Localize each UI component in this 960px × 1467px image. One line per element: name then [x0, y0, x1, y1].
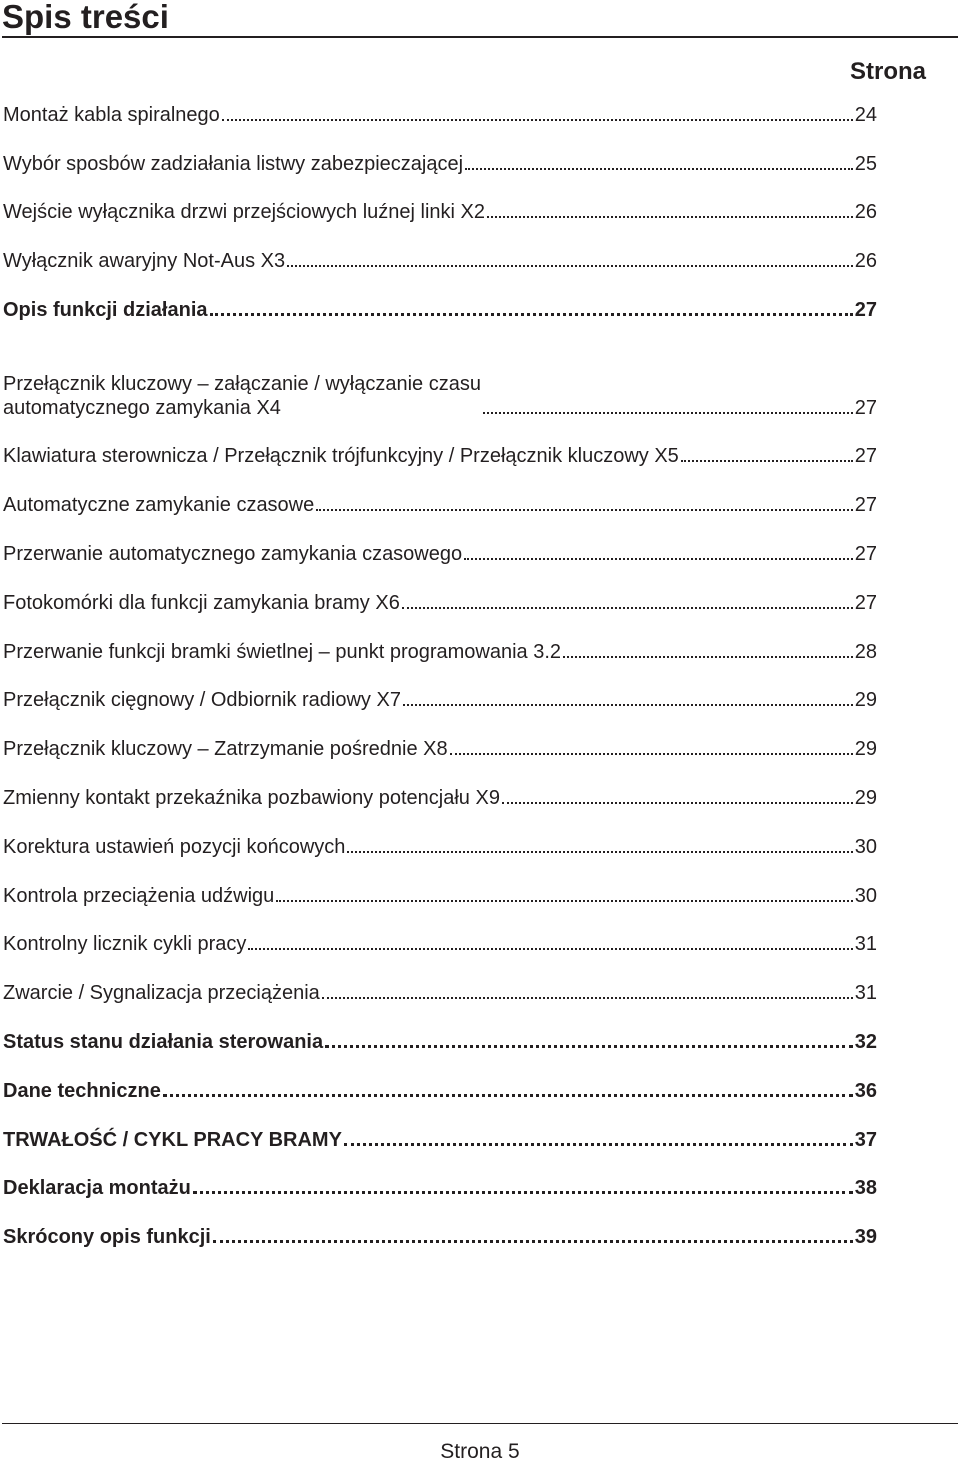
toc-entry-label: Opis funkcji działania [3, 298, 208, 321]
toc-entry-label: Dane techniczne [3, 1079, 161, 1102]
toc-entry[interactable] [3, 1007, 877, 1056]
toc-entry-label: Deklaracja montażu [3, 1177, 191, 1200]
toc-entry-page-number: 32 [854, 1030, 877, 1053]
dot-leader [403, 704, 853, 706]
dot-leader [402, 607, 853, 609]
toc-entry-page-number: 27 [854, 542, 877, 565]
toc-entry-page-number: 27 [854, 298, 877, 321]
toc-entry-label: Kontrola przeciążenia udźwigu [3, 884, 275, 907]
toc-entry-label: Status stanu działania sterowania [3, 1030, 324, 1053]
toc-entry-label: Przerwanie funkcji bramki świetlnej – punkt programowania 3.2 [3, 640, 562, 663]
toc-entry-page-number: 29 [854, 738, 877, 761]
toc-entry[interactable] [3, 861, 877, 910]
footer-divider [2, 1423, 958, 1424]
toc-entry-page-number: 29 [854, 786, 877, 809]
toc-entry-page-number: 29 [854, 689, 877, 712]
toc-entry[interactable] [3, 910, 877, 959]
toc-entry[interactable] [3, 1105, 877, 1154]
dot-leader [193, 1191, 853, 1194]
toc-entry-label: Wyłącznik awaryjny Not-Aus X3 [3, 250, 286, 273]
dot-leader [483, 412, 853, 414]
table-of-contents [3, 80, 877, 1251]
toc-entry-page-number: 28 [854, 640, 877, 663]
toc-entry[interactable] [3, 1154, 877, 1203]
dot-leader [248, 948, 852, 950]
toc-entry-page-number: 36 [854, 1079, 877, 1102]
toc-entry[interactable] [3, 1056, 877, 1105]
page-column-heading: Strona [849, 58, 926, 85]
toc-entry-label: Automatyczne zamykanie czasowe [3, 494, 315, 517]
dot-leader [322, 997, 853, 999]
toc-entry-label: Wybór sposbów zadziałania listwy zabezpieczającej [3, 152, 464, 175]
dot-leader [450, 753, 853, 755]
toc-entry-page-number: 25 [854, 152, 877, 175]
toc-entry-page-number: 27 [854, 591, 877, 614]
toc-entry-page-number: 31 [854, 933, 877, 956]
toc-entry-page-number: 38 [854, 1177, 877, 1200]
dot-leader [287, 265, 853, 267]
toc-entry[interactable] [3, 714, 877, 763]
toc-entry[interactable] [3, 617, 877, 666]
toc-entry[interactable] [3, 324, 877, 422]
toc-entry-label: Fotokomórki dla funkcji zamykania bramy X6 [3, 591, 400, 614]
toc-entry-page-number: 27 [854, 396, 877, 419]
dot-leader [325, 1045, 853, 1048]
dot-leader [316, 509, 853, 511]
toc-entry[interactable] [3, 666, 877, 715]
dot-leader [487, 216, 853, 218]
toc-entry[interactable] [3, 275, 877, 324]
toc-entry-label: Przerwanie automatycznego zamykania czasowego [3, 542, 463, 565]
toc-entry-label: Zwarcie / Sygnalizacja przeciążenia [3, 982, 320, 1005]
toc-entry-page-number: 26 [854, 201, 877, 224]
dot-leader [347, 851, 852, 853]
toc-entry[interactable] [3, 80, 877, 129]
toc-entry[interactable] [3, 519, 877, 568]
toc-entry-page-number: 37 [854, 1128, 877, 1151]
dot-leader [502, 802, 853, 804]
toc-entry-page-number: 30 [854, 884, 877, 907]
toc-entry[interactable] [3, 226, 877, 275]
dot-leader [344, 1143, 853, 1146]
toc-entry-label: Wejście wyłącznika drzwi przejściowych luźnej linki X2 [3, 201, 486, 224]
dot-leader [464, 558, 853, 560]
dot-leader [222, 119, 853, 121]
toc-entry-label: Klawiatura sterownicza / Przełącznik trójfunkcyjny / Przełącznik kluczowy X5 [3, 445, 679, 468]
toc-entry-page-number: 27 [854, 445, 877, 468]
dot-leader [210, 313, 853, 316]
toc-entry-label: Przełącznik kluczowy – załączanie / wyłączanie czasu automatycznego zamykania X4 [3, 372, 481, 419]
toc-entry-page-number: 31 [854, 982, 877, 1005]
toc-entry-label: TRWAŁOŚĆ / CYKL PRACY BRAMY [3, 1128, 342, 1151]
footer-page-number: Strona 5 [440, 1440, 520, 1463]
toc-entry-label: Przełącznik kluczowy – Zatrzymanie pośrednie X8 [3, 738, 448, 761]
toc-entry[interactable] [3, 763, 877, 812]
toc-entry-page-number: 30 [854, 835, 877, 858]
toc-entry[interactable] [3, 568, 877, 617]
dot-leader [563, 656, 853, 658]
toc-entry[interactable] [3, 129, 877, 178]
toc-entry-page-number: 27 [854, 494, 877, 517]
dot-leader [163, 1094, 853, 1097]
toc-entry-page-number: 39 [854, 1226, 877, 1249]
toc-entry[interactable] [3, 178, 877, 227]
toc-entry-page-number: 24 [854, 103, 877, 126]
page-title: Spis treści [2, 0, 169, 35]
dot-leader [213, 1240, 853, 1243]
dot-leader [465, 168, 853, 170]
title-divider [2, 36, 958, 38]
toc-entry-label: Zmienny kontakt przekaźnika pozbawiony potencjału X9 [3, 786, 500, 809]
toc-entry[interactable] [3, 958, 877, 1007]
toc-entry[interactable] [3, 422, 877, 471]
dot-leader [681, 460, 853, 462]
toc-entry[interactable] [3, 470, 877, 519]
toc-entry-label: Skrócony opis funkcji [3, 1226, 211, 1249]
toc-entry-label: Przełącznik cięgnowy / Odbiornik radiowy X7 [3, 689, 401, 712]
toc-entry-page-number: 26 [854, 250, 877, 273]
dot-leader [276, 900, 852, 902]
toc-entry-label: Korektura ustawień pozycji końcowych [3, 835, 346, 858]
toc-entry-label: Montaż kabla spiralnego [3, 103, 220, 126]
toc-entry[interactable] [3, 1202, 877, 1251]
toc-entry-label: Kontrolny licznik cykli pracy [3, 933, 247, 956]
toc-entry[interactable] [3, 812, 877, 861]
